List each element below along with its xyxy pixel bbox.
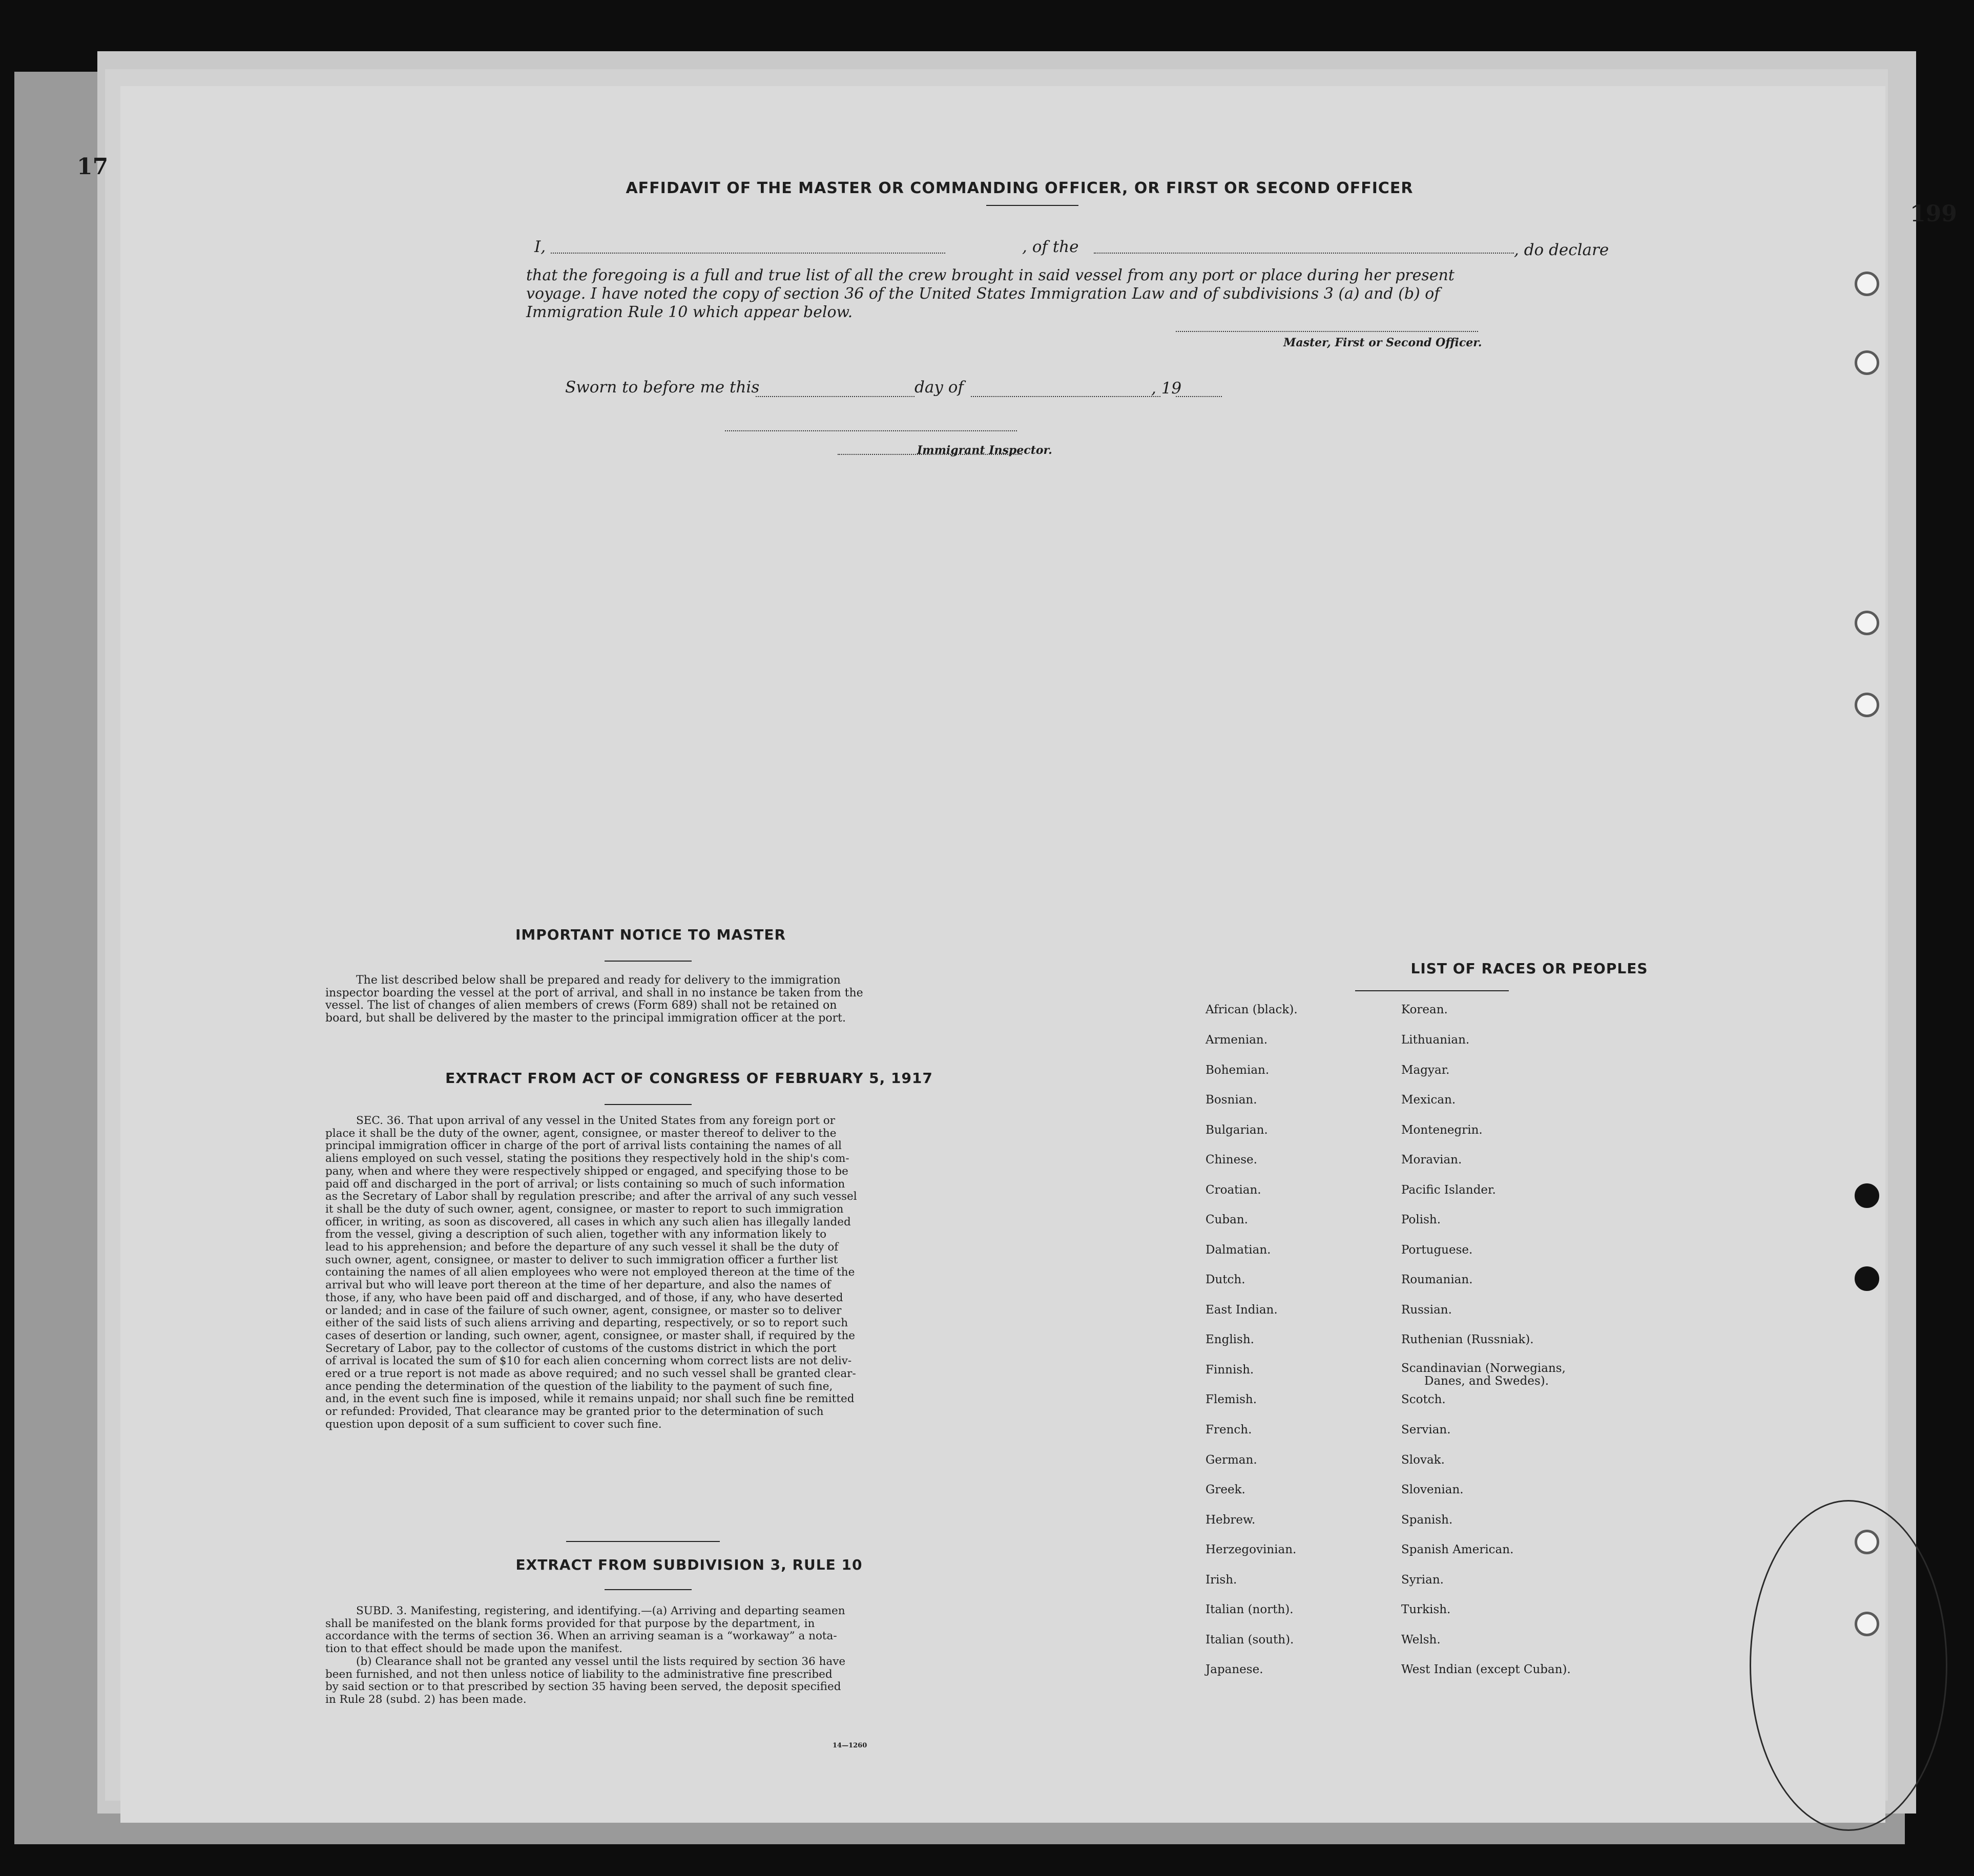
act-line: arrival but who will leave port thereon at the time of her departure, and also the names of — [325, 1279, 831, 1292]
edge-page-number-right: 199 — [1910, 201, 1957, 227]
act-line: Secretary of Labor, pay to the collector of customs of the customs district in which the port — [325, 1342, 837, 1355]
act-line: ance pending the determination of the question of the liability to the payment of such fine, — [325, 1380, 833, 1393]
punch-hole — [1855, 611, 1879, 635]
race-item: Mexican. — [1401, 1093, 1456, 1107]
race-item: Scotch. — [1401, 1393, 1446, 1406]
race-item: Dalmatian. — [1206, 1243, 1271, 1257]
title-rule — [986, 205, 1078, 206]
notice-rule — [605, 961, 692, 962]
race-item: Polish. — [1401, 1213, 1441, 1226]
race-item: Korean. — [1401, 1003, 1448, 1016]
affidavit-line-2: voyage. I have noted the copy of section 36 of the United States Immigration Law and of subdivisions 3 (a) and (b) of — [526, 285, 1440, 303]
act-line: place it shall be the duty of the owner, agent, consignee, or master thereof to deliver to the — [325, 1127, 837, 1140]
race-item: Japanese. — [1206, 1663, 1263, 1676]
act-extract-rule — [605, 1104, 692, 1105]
rule-line: accordance with the terms of section 36. When an arriving seaman is a “workaway” a nota- — [325, 1630, 837, 1643]
rule-extract-title: EXTRACT FROM SUBDIVISION 3, RULE 10 — [515, 1556, 863, 1573]
master-signature-blank[interactable] — [1176, 331, 1478, 332]
affidavit-of-the: , of the — [1022, 238, 1079, 256]
year-label: , 19 — [1151, 379, 1182, 398]
affidavit-line-3: Immigration Rule 10 which appear below. — [526, 303, 853, 321]
race-item: Herzegovinian. — [1206, 1543, 1297, 1556]
race-item: Roumanian. — [1401, 1273, 1473, 1286]
rule-extract-rule — [605, 1589, 692, 1590]
punch-hole — [1855, 272, 1879, 296]
act-line: cases of desertion or landing, such owner, agent, consignee, or master shall, if required by the — [325, 1329, 856, 1342]
rule-line: shall be manifested on the blank forms provided for that purpose by the department, in — [325, 1617, 815, 1630]
act-line: of arrival is located the sum of $10 for each alien concerning whom correct lists are not deliv- — [325, 1354, 852, 1368]
act-line: aliens employed on such vessel, stating the positions they respectively hold in the ship's com- — [325, 1152, 849, 1165]
year-blank[interactable] — [1176, 396, 1222, 397]
form-number: 14—1260 — [833, 1742, 867, 1749]
act-line: or refunded: Provided, That clearance may be granted prior to the determination of such — [325, 1405, 824, 1419]
day-of-label: day of — [915, 378, 964, 397]
rule-line: (b) Clearance shall not be granted any vessel until the lists required by section 36 have — [356, 1655, 846, 1668]
rule-line: by said section or to that prescribed by section 35 having been served, the deposit specified — [325, 1680, 841, 1694]
race-item: Syrian. — [1401, 1573, 1444, 1587]
race-item: Slovak. — [1401, 1453, 1445, 1467]
race-item: Magyar. — [1401, 1064, 1450, 1077]
race-item: Croatian. — [1206, 1183, 1261, 1197]
race-item: Greek. — [1206, 1483, 1245, 1496]
act-extract-text — [325, 1115, 1050, 1431]
manifest-page — [120, 86, 1885, 1823]
notice-text — [325, 974, 1050, 1025]
race-item: German. — [1206, 1453, 1257, 1467]
race-item: Spanish American. — [1401, 1543, 1514, 1556]
act-end-rule — [566, 1541, 720, 1542]
name-blank[interactable] — [551, 253, 945, 254]
seal-outline — [1750, 1500, 1947, 1831]
act-line: paid off and discharged in the port of arrival; or lists containing so much of such information — [325, 1177, 845, 1191]
race-item: Chinese. — [1206, 1153, 1257, 1166]
race-item: English. — [1206, 1333, 1254, 1346]
act-line: or landed; and in case of the failure of such owner, agent, consignee, or master so to deliver — [325, 1304, 842, 1317]
inspector-signature-blank[interactable] — [725, 430, 1017, 431]
master-signature-label: Master, First or Second Officer. — [1283, 336, 1482, 349]
race-item: Hebrew. — [1206, 1513, 1256, 1527]
rule-extract-text — [325, 1605, 1050, 1706]
notice-line: board, but shall be delivered by the master to the principal immigration officer at the port. — [325, 1012, 846, 1025]
races-rule — [1355, 990, 1509, 991]
act-line: from the vessel, giving a description of such alien, together with any information likely to — [325, 1228, 827, 1241]
race-item: Dutch. — [1206, 1273, 1245, 1286]
affidavit-title: AFFIDAVIT OF THE MASTER OR COMMANDING OFFICER, OR FIRST OR SECOND OFFICER — [626, 179, 1414, 197]
race-item: French. — [1206, 1423, 1252, 1436]
punch-hole — [1855, 1183, 1879, 1208]
punch-hole — [1855, 1266, 1879, 1291]
act-line: officer, in writing, as soon as discovered, all cases in which any such alien has illegally landed — [325, 1215, 851, 1228]
race-item: Ruthenian (Russniak). — [1401, 1333, 1534, 1346]
race-item: Bosnian. — [1206, 1093, 1257, 1107]
punch-hole — [1855, 693, 1879, 717]
act-line: SEC. 36. That upon arrival of any vessel in the United States from any foreign port or — [356, 1114, 835, 1127]
edge-page-number-left: 17 — [77, 154, 109, 180]
act-line: question upon deposit of a sum sufficient to cover such fine. — [325, 1418, 662, 1431]
race-item: Pacific Islander. — [1401, 1183, 1496, 1197]
race-item: Servian. — [1401, 1423, 1451, 1436]
act-line: containing the names of all alien employees who were not employed thereon at the time of the — [325, 1266, 855, 1279]
race-item: Slovenian. — [1401, 1483, 1464, 1496]
race-item: Bohemian. — [1206, 1064, 1270, 1077]
notice-title: IMPORTANT NOTICE TO MASTER — [515, 926, 786, 943]
race-item: Finnish. — [1206, 1363, 1254, 1377]
rule-line: tion to that effect should be made upon the manifest. — [325, 1642, 622, 1656]
races-title: LIST OF RACES OR PEOPLES — [1410, 960, 1648, 977]
act-line: either of the said lists of such aliens arriving and departing, respectively, or so to report such — [325, 1317, 848, 1330]
rule-line: been furnished, and not then unless notice of liability to the administrative fine prescribed — [325, 1667, 833, 1681]
act-line: lead to his apprehension; and before the departure of any such vessel it shall be the duty of — [325, 1241, 839, 1254]
race-item: Scandinavian (Norwegians, — [1401, 1362, 1566, 1375]
month-blank[interactable] — [971, 396, 1160, 397]
race-item: East Indian. — [1206, 1303, 1278, 1317]
race-item: Cuban. — [1206, 1213, 1248, 1226]
act-extract-title: EXTRACT FROM ACT OF CONGRESS OF FEBRUARY 5, 1917 — [445, 1070, 933, 1087]
race-item: African (black). — [1206, 1003, 1298, 1016]
race-item: West Indian (except Cuban). — [1401, 1663, 1571, 1676]
act-line: those, if any, who have been paid off and discharged, and of those, if any, who have deserted — [325, 1291, 843, 1304]
notice-line: The list described below shall be prepared and ready for delivery to the immigration — [356, 974, 841, 987]
race-item: Portuguese. — [1401, 1243, 1473, 1257]
affidavit-do-declare: , do declare — [1514, 241, 1609, 259]
race-item: Armenian. — [1206, 1033, 1268, 1047]
sworn-label: Sworn to before me this — [565, 378, 760, 397]
rule-line: in Rule 28 (subd. 2) has been made. — [325, 1693, 527, 1706]
race-item: Irish. — [1206, 1573, 1237, 1587]
act-line: and, in the event such fine is imposed, while it remains unpaid; nor shall such fine be remitted — [325, 1392, 855, 1406]
act-line: it shall be the duty of such owner, agent, consignee, or master to report to such immigration — [325, 1202, 844, 1216]
act-line: as the Secretary of Labor shall by regulation prescribe; and after the arrival of any such vessel — [325, 1190, 857, 1203]
act-line: pany, when and where they were respectively shipped or engaged, and specifying those to be — [325, 1164, 848, 1178]
race-item: Italian (north). — [1206, 1603, 1294, 1616]
vessel-blank[interactable] — [1094, 253, 1514, 254]
punch-hole — [1855, 350, 1879, 375]
act-line: principal immigration officer in charge of the port of arrival lists containing the names of all — [325, 1139, 842, 1153]
inspector-label: Immigrant Inspector. — [917, 444, 1052, 457]
race-item: Montenegrin. — [1401, 1123, 1483, 1137]
affidavit-line-1: that the foregoing is a full and true list of all the crew brought in said vessel from any port or place during her present — [526, 266, 1454, 284]
rule-line: SUBD. 3. Manifesting, registering, and identifying.—(a) Arriving and departing seamen — [356, 1604, 845, 1617]
affidavit-i-label: I, — [534, 238, 546, 256]
race-item: Moravian. — [1401, 1153, 1462, 1166]
race-item: Welsh. — [1401, 1633, 1441, 1646]
act-line: ered or a true report is not made as above required; and no such vessel shall be granted clear- — [325, 1367, 856, 1381]
notice-line: inspector boarding the vessel at the port of arrival, and shall in no instance be taken from the — [325, 986, 863, 999]
race-item: Italian (south). — [1206, 1633, 1294, 1646]
race-item: Flemish. — [1206, 1393, 1257, 1406]
race-item: Lithuanian. — [1401, 1033, 1470, 1047]
day-blank[interactable] — [756, 396, 915, 397]
race-item: Turkish. — [1401, 1603, 1451, 1616]
race-item: Russian. — [1401, 1303, 1452, 1317]
race-item: Spanish. — [1401, 1513, 1453, 1527]
race-item: Bulgarian. — [1206, 1123, 1268, 1137]
notice-line: vessel. The list of changes of alien members of crews (Form 689) shall not be retained on — [325, 999, 837, 1012]
race-item: Danes, and Swedes). — [1424, 1374, 1549, 1388]
act-line: such owner, agent, consignee, or master to deliver to such immigration officer a further list — [325, 1253, 838, 1266]
